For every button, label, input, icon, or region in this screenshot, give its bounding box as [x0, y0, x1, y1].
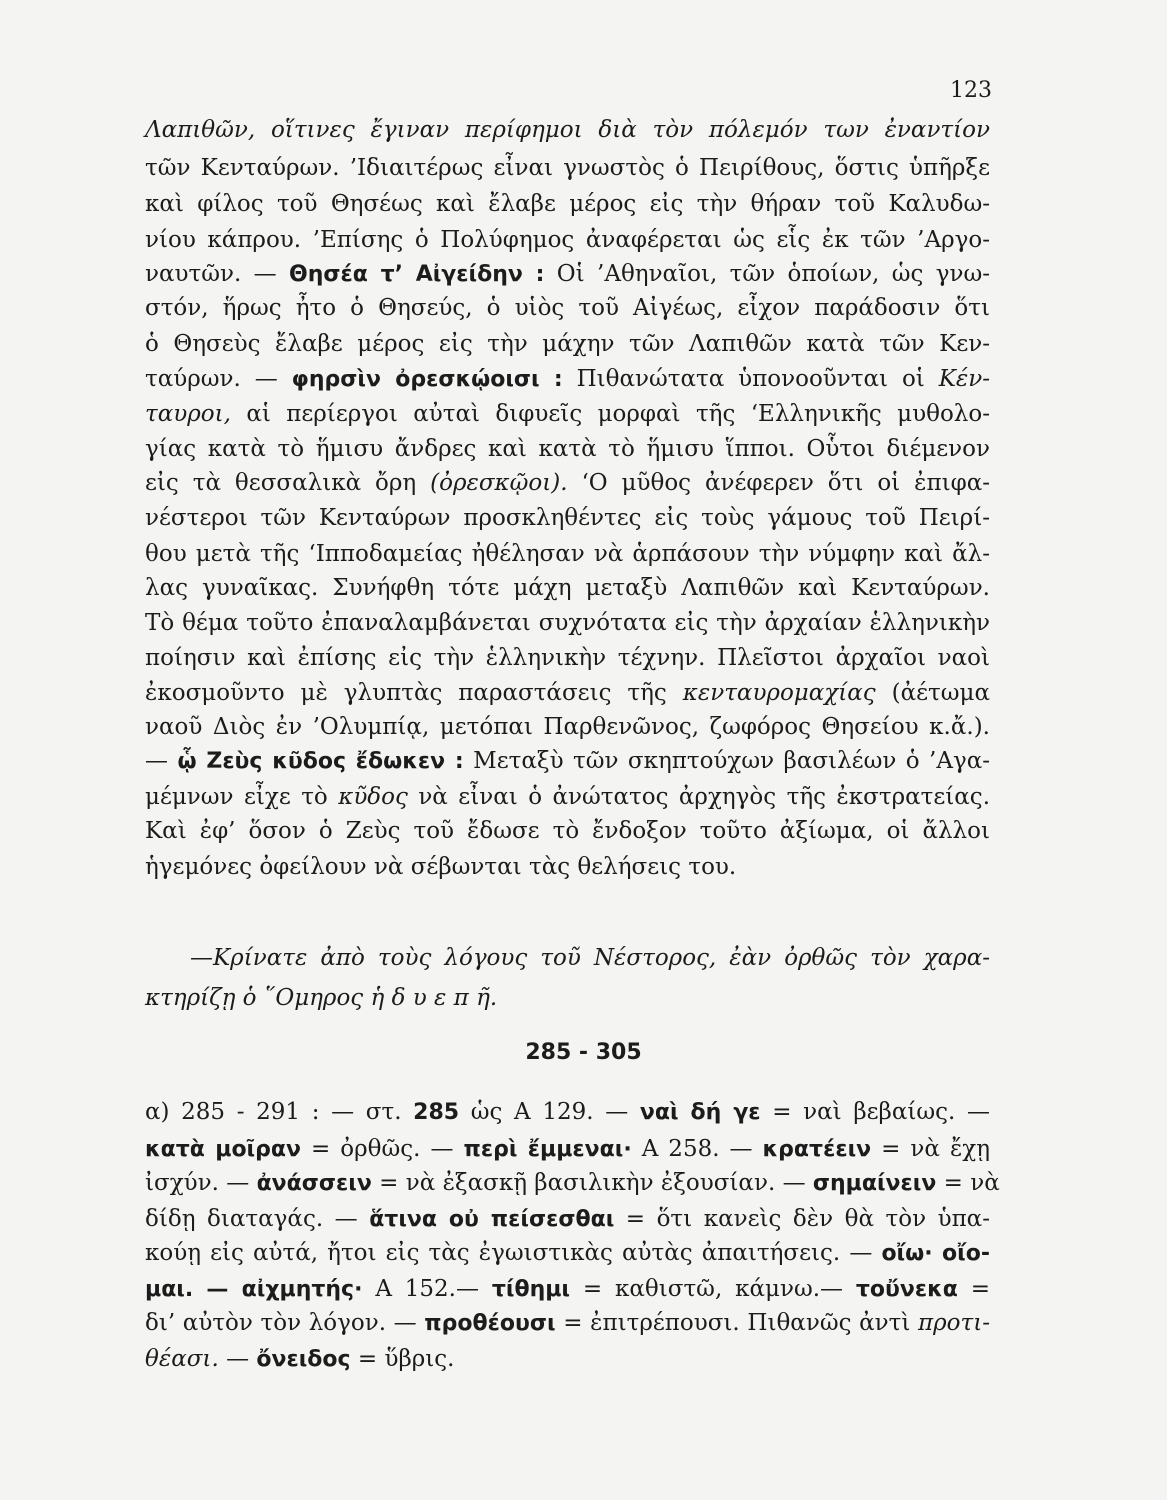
- text-line: τῶν Κενταύρων. ’Ιδιαιτέρως εἶναι γνωστὸς ὁ Πειρίθους, ὅστις ὑπῆρξε: [145, 155, 990, 181]
- text-line: εἰς τὰ θεσσαλικὰ ὄρη (ὀρεσκῷοι). ‘Ο μῦθος ἀνέφερεν ὅτι οἱ ἐπιφα-: [145, 470, 990, 496]
- text-line: ταύρων. — φηρσὶν ὀρεσκῴοισι : Πιθανώτατα ὑπονοοῦνται οἱ Κέν-: [145, 366, 991, 392]
- text-line: ὁ Θησεὺς ἔλαβε μέρος εἰς τὴν μάχην τῶν Λαπιθῶν κατὰ τῶν Κεν-: [145, 331, 990, 357]
- text-line: νέστεροι τῶν Κενταύρων προσκληθέντες εἰς τοὺς γάμους τοῦ Πειρί-: [145, 505, 990, 531]
- text-line: νίου κάπρου. ’Επίσης ὁ Πολύφημος ἀναφέρεται ὡς εἷς ἐκ τῶν ’Αργο-: [145, 227, 990, 253]
- text-line: ναυτῶν. — Θησέα τ’ Αἰγείδην : Οἱ ’Αθηναῖοι, τῶν ὁποίων, ὡς γνω-: [145, 261, 990, 287]
- text-line: Καὶ ἐφ’ ὅσον ὁ Ζεὺς τοῦ ἔδωσε τὸ ἔνδοξον τοῦτο ἀξίωμα, οἱ ἄλλοι: [145, 818, 990, 844]
- text-line: ἡγεμόνες ὀφείλουν νὰ σέβωνται τὰς θελήσεις του.: [145, 854, 737, 880]
- text-line: Τὸ θέμα τοῦτο ἐπαναλαμβάνεται συχνότατα εἰς τὴν ἀρχαίαν ἑλληνικὴν: [145, 610, 990, 636]
- note-line: μαι. — αἰχμητής· Α 152.— τίθημι = καθιστῶ, κάμνω.— τοὔνεκα =: [145, 1276, 990, 1302]
- note-line: δι’ αὐτὸν τὸν λόγον. — προθέουσι = ἐπιτρέπουσι. Πιθανῶς ἀντὶ προτι-: [145, 1310, 990, 1336]
- text-line: θου μετὰ τῆς ‘Ιπποδαμείας ἠθέλησαν νὰ ἁρπάσουν τὴν νύμφην καὶ ἄλ-: [145, 541, 990, 567]
- text-line: ἐκοσμοῦντο μὲ γλυπτὰς παραστάσεις τῆς κενταυρομαχίας (ἀέτωμα: [145, 680, 990, 706]
- page-number: 123: [950, 78, 992, 103]
- question-line-1: —Κρίνατε ἀπὸ τοὺς λόγους τοῦ Νέστορος, ἐὰν ὀρθῶς τὸν χαρα-: [190, 945, 990, 971]
- question-line-2: κτηρίζῃ ὁ ῞Ομηρος ἡ δ υ ε π ῆ.: [145, 985, 498, 1011]
- text-line: ναοῦ Διὸς ἐν ’Ολυμπίᾳ, μετόπαι Παρθενῶνος, ζωφόρος Θησείου κ.ἄ.).: [145, 714, 990, 740]
- text-line: καὶ φίλος τοῦ Θησέως καὶ ἔλαβε μέρος εἰς τὴν θήραν τοῦ Καλυδω-: [145, 191, 990, 217]
- note-line: α) 285 - 291 : — στ. 285 ὡς Α 129. — ναὶ δή γε = ναὶ βεβαίως. —: [145, 1099, 991, 1125]
- text-line: μέμνων εἶχε τὸ κῦδος νὰ εἶναι ὁ ἀνώτατος ἀρχηγὸς τῆς ἐκστρατείας.: [145, 784, 991, 810]
- text-line: γίας κατὰ τὸ ἥμισυ ἄνδρες καὶ κατὰ τὸ ἥμισυ ἵπποι. Οὗτοι διέμενον: [145, 436, 990, 462]
- text-line: ταυροι, αἱ περίεργοι αὐταὶ διφυεῖς μορφαὶ τῆς ‘Ελληνικῆς μυθολο-: [145, 401, 990, 427]
- text-line: λας γυναῖκας. Συνήφθη τότε μάχη μεταξὺ Λαπιθῶν καὶ Κενταύρων.: [145, 575, 990, 601]
- text-line: στόν, ἥρως ἦτο ὁ Θησεύς, ὁ υἱὸς τοῦ Αἰγέως, εἶχον παράδοσιν ὅτι: [145, 295, 990, 321]
- note-line: κούῃ εἰς αὐτά, ἤτοι εἰς τὰς ἐγωιστικὰς αὐτὰς ἀπαιτήσεις. — οἴω· οἴο-: [145, 1240, 990, 1266]
- note-line: κατὰ μοῖραν = ὀρθῶς. — περὶ ἔμμεναι· Α 258. — κρατέειν = νὰ ἔχῃ: [145, 1136, 991, 1162]
- note-line: δίδῃ διαταγάς. — ἅτινα οὐ πείσεσθαι = ὅτι κανεὶς δὲν θὰ τὸν ὑπα-: [145, 1206, 990, 1232]
- section-heading: 285 - 305: [525, 1040, 642, 1065]
- note-line: ἰσχύν. — ἀνάσσειν = νὰ ἐξασκῇ βασιλικὴν ἐξουσίαν. — σημαίνειν = νὰ: [145, 1170, 1000, 1196]
- note-line: θέασι. — ὄνειδος = ὕβρις.: [145, 1346, 455, 1372]
- text-line: ποίησιν καὶ ἐπίσης εἰς τὴν ἑλληνικὴν τέχνην. Πλεῖστοι ἀρχαῖοι ναοὶ: [145, 645, 990, 671]
- text-line: — ᾧ Ζεὺς κῦδος ἔδωκεν : Μεταξὺ τῶν σκηπτούχων βασιλέων ὁ ’Αγα-: [145, 748, 991, 774]
- text-line: Λαπιθῶν, οἵτινες ἔγιναν περίφημοι διὰ τὸν πόλεμόν των ἐναντίον: [145, 117, 990, 143]
